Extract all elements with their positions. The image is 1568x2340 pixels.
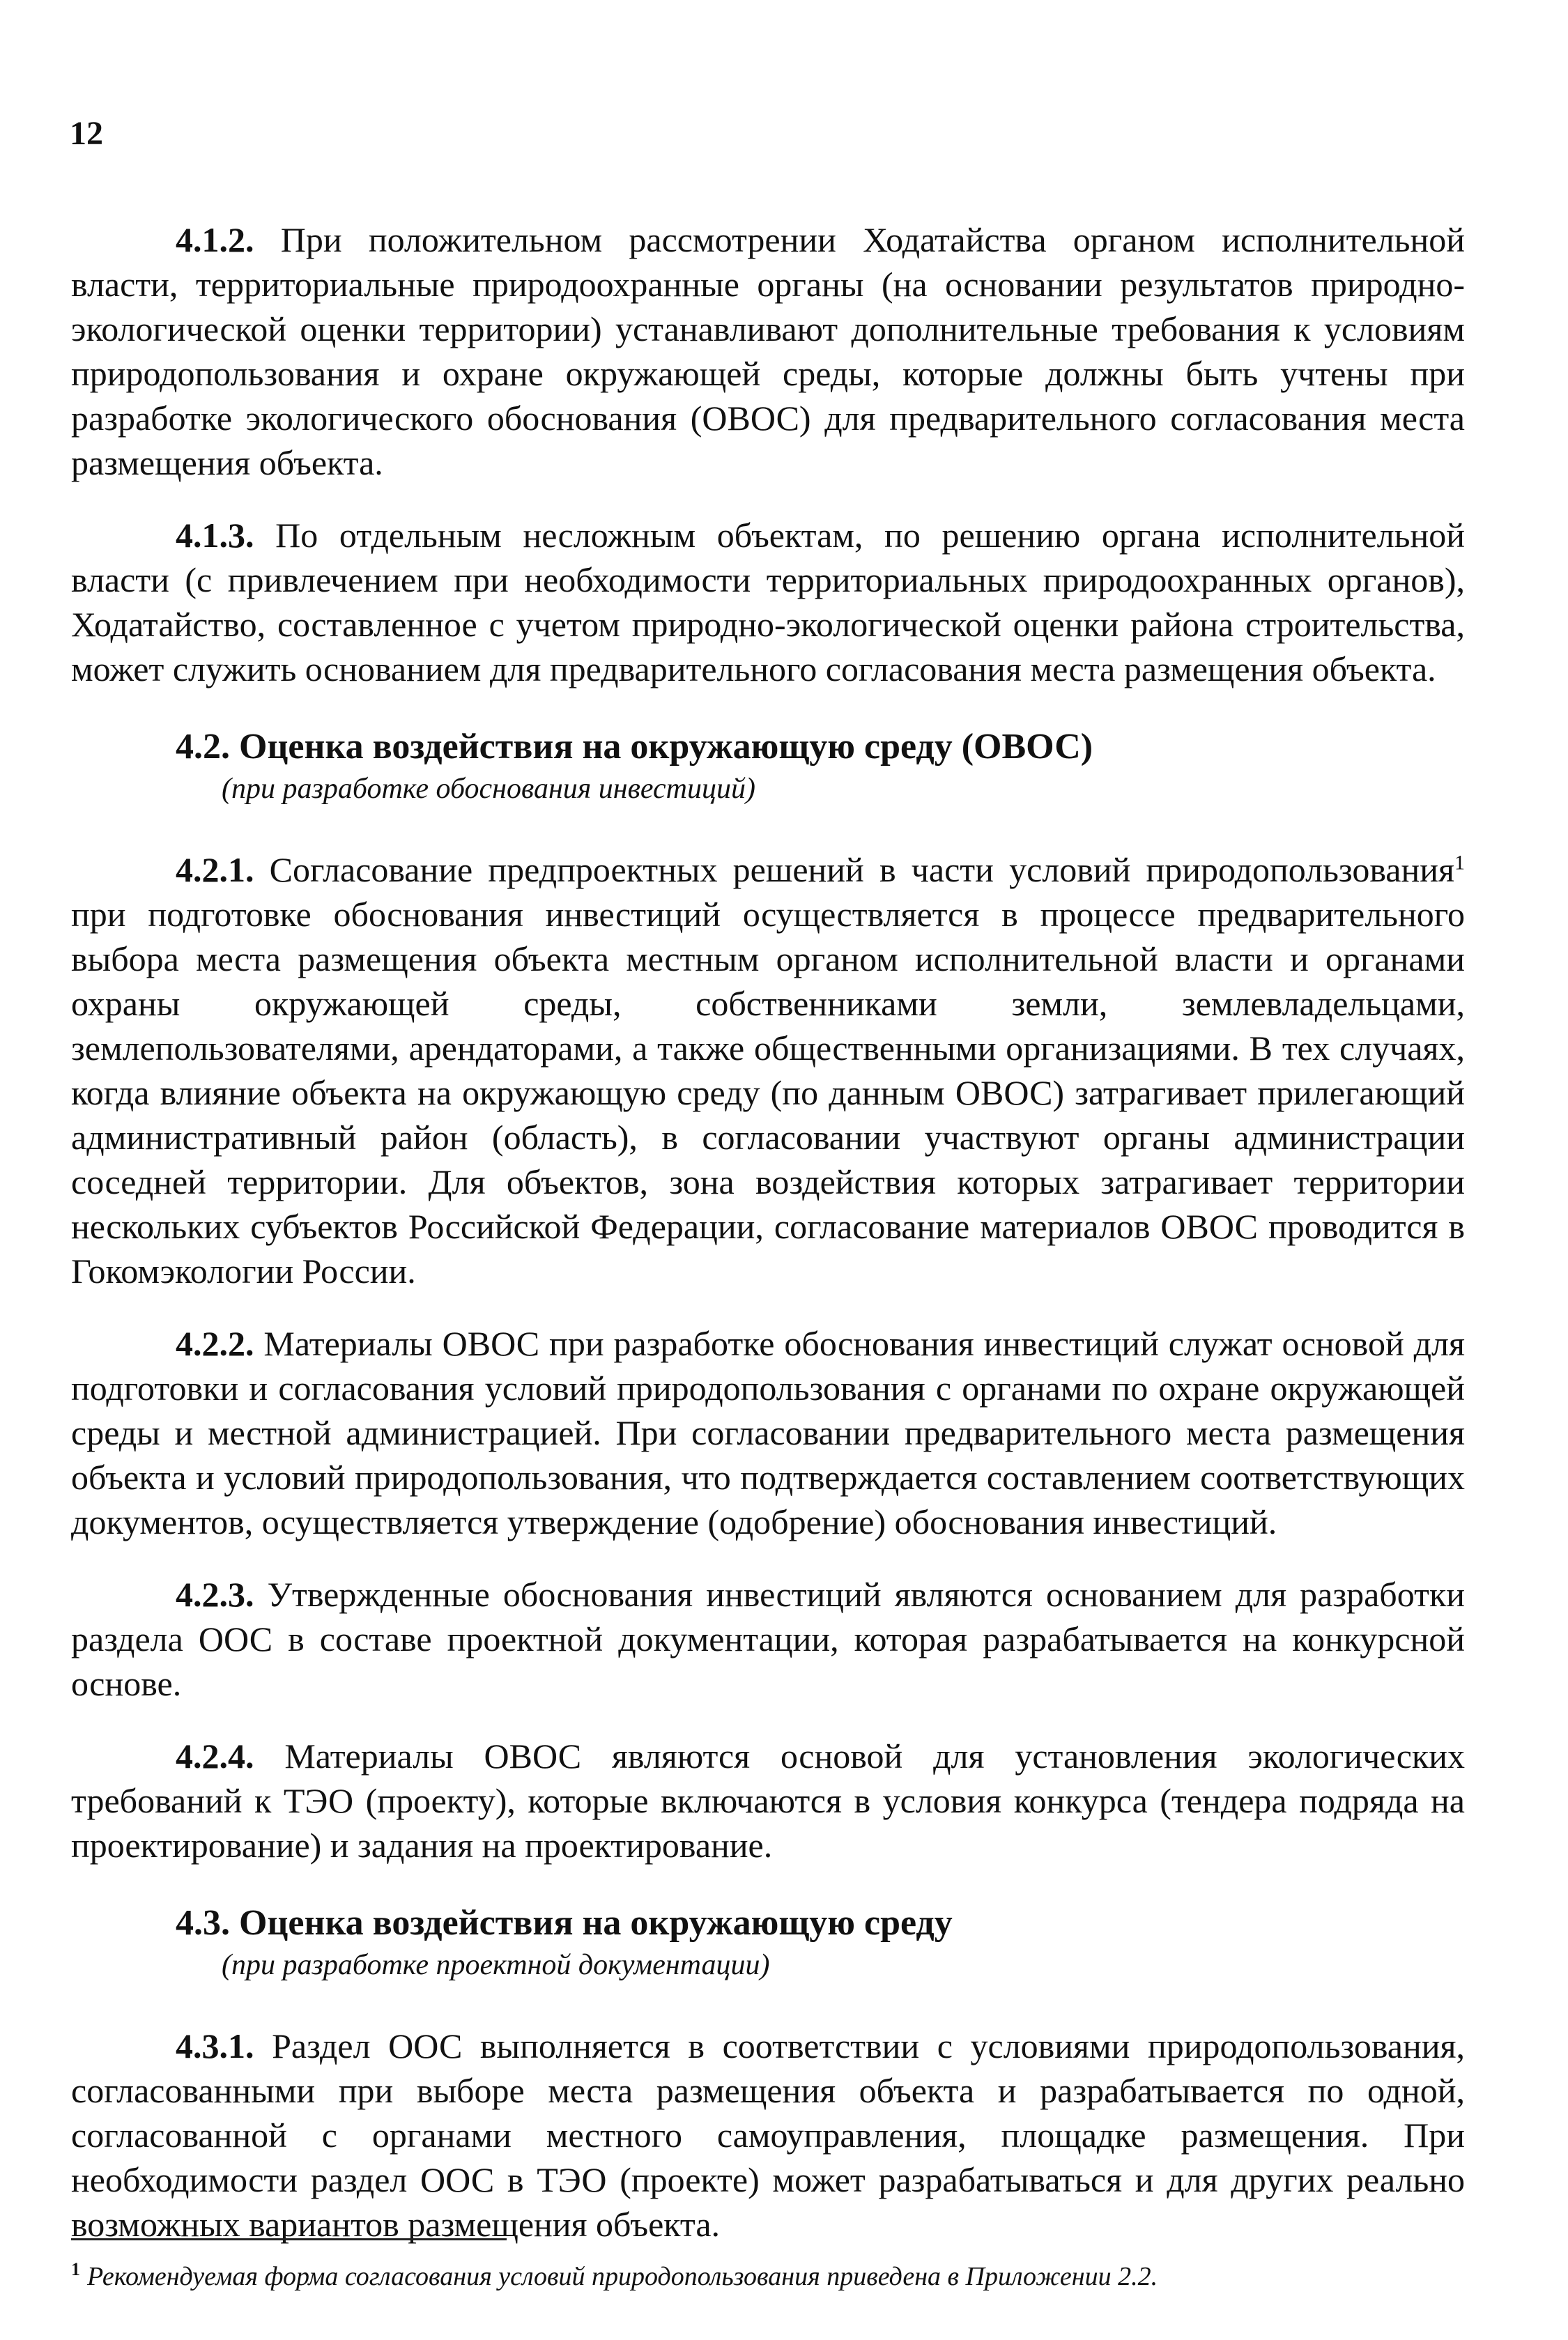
paragraph-4-2-3 — [71, 1572, 1465, 1706]
page-number: 12 — [70, 115, 103, 152]
clause-number: 4.2.1. — [176, 850, 254, 889]
footnote-text: Рекомендуемая форма согласования условий природопользования приведена в Приложении 2.2. — [87, 2262, 1158, 2291]
section-title-4-2: 4.2. Оценка воздействия на окружающую среду (ОВОС) — [176, 727, 1093, 767]
paragraph-4-1-2 — [71, 217, 1465, 485]
clause-number: 4.2.2. — [176, 1324, 254, 1363]
clause-number: 4.2.3. — [176, 1575, 254, 1614]
paragraph-4-3-1 — [71, 2024, 1465, 2247]
paragraph-text: Согласование предпроектных решений в части условий природопользования — [254, 850, 1454, 889]
paragraph-text: Утвержденные обоснования инвестиций являются основанием для разработки раздела ООС в составе проектной документации, которая разрабатывается на конкурсной основе. — [71, 1575, 1465, 1703]
clause-number: 4.1.2. — [176, 220, 254, 259]
footnote — [71, 2259, 1465, 2294]
section-subtitle-4-2: (при разработке обоснования инвестиций) — [222, 773, 755, 805]
clause-number: 4.2.4. — [176, 1737, 254, 1776]
paragraph-text: По отдельным несложным объектам, по решению органа исполнительной власти (с привлечением при необходимости территориальных природоохранных органов), Ходатайство, составленное с учетом природно-экологической оценки района строительства, может служить основанием для предварительного согласования места размещения объекта. — [71, 516, 1465, 688]
section-subtitle-4-3: (при разработке проектной документации) — [222, 1949, 770, 1981]
paragraph-4-2-4 — [71, 1734, 1465, 1868]
paragraph-text: Материалы ОВОС являются основой для установления экологических требований к ТЭО (проекту), которые включаются в условия конкурса (тендера подряда на проектирование) и задания на проектирование. — [71, 1737, 1465, 1865]
footnote-divider — [71, 2238, 507, 2240]
clause-number: 4.3.1. — [176, 2026, 254, 2065]
section-title-4-3: 4.3. Оценка воздействия на окружающую среду — [176, 1903, 953, 1943]
paragraph-text: Раздел ООС выполняется в соответствии с условиями природопользования, согласованными при выборе места размещения объекта и разрабатывается по одной, согласованной с органами местного самоуправления, площадке размещения. При необходимости раздел ООС в ТЭО (проекте) может разрабатываться и для других реально возможных вариантов размещения объекта. — [71, 2026, 1465, 2244]
footnote-number: 1 — [71, 2259, 80, 2280]
page-content — [71, 217, 1465, 2274]
paragraph-4-1-3 — [71, 513, 1465, 691]
paragraph-text: Материалы ОВОС при разработке обоснования инвестиций служат основой для подготовки и согласования условий природопользования с органами по охране окружающей среды и местной администрацией. При согласовании предварительного места размещения объекта и условий природопользования, что подтверждается составлением соответствующих документов, осуществляется утверждение (одобрение) обоснования инвестиций. — [71, 1324, 1465, 1541]
paragraph-text: При положительном рассмотрении Ходатайства органом исполнительной власти, территориальные природоохранные органы (на основании результатов природно-экологической оценки территории) устанавливают дополнительные требования к условиям природопользования и охране окружающей среды, которые должны быть учтены при разработке экологического обоснования (ОВОС) для предварительного согласования места размещения объекта. — [71, 220, 1465, 482]
paragraph-text-continued: при подготовке обоснования инвестиций осуществляется в процессе предварительного выбора места размещения объекта местным органом исполнительной власти и органами охраны окружающей среды, собственниками земли, землевладельцами, землепользователями, арендаторами, а также общественными организациями. В тех случаях, когда влияние объекта на окружающую среду (по данным ОВОС) затрагивает прилегающий административный район (область), в согласовании участвуют органы администрации соседней территории. Для объектов, зона воздействия которых затрагивает территории нескольких субъектов Российской Федерации, согласование материалов ОВОС проводится в Гокомэкологии России. — [71, 895, 1465, 1291]
footnote-reference: 1 — [1454, 851, 1465, 875]
paragraph-4-2-2 — [71, 1321, 1465, 1544]
clause-number: 4.1.3. — [176, 516, 254, 555]
paragraph-4-2-1 — [71, 847, 1465, 1293]
